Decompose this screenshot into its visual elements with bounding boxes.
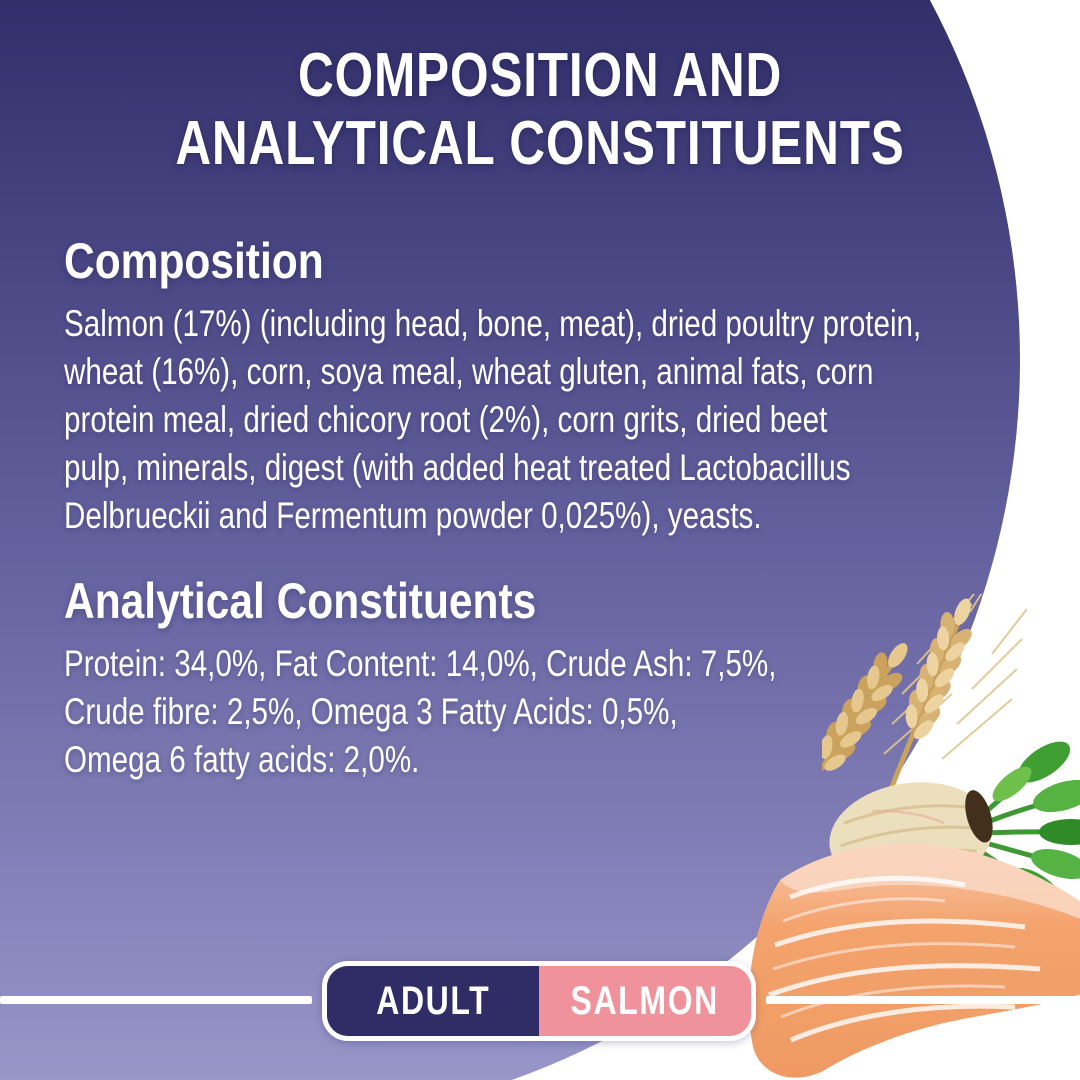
divider-line-right bbox=[766, 996, 1080, 1004]
salmon-fillet-icon bbox=[695, 835, 1080, 1080]
page-title-line2: ANALYTICAL CONSTITUENTS bbox=[175, 109, 905, 178]
composition-text-line: Delbrueckii and Fermentum powder 0,025%), yeasts. bbox=[64, 495, 762, 536]
variant-badge bbox=[322, 961, 756, 1041]
page-title bbox=[0, 42, 1080, 178]
composition-text-line: wheat (16%), corn, soya meal, wheat gluten, animal fats, corn bbox=[64, 351, 874, 392]
salmon-badge-label: SALMON bbox=[570, 978, 720, 1023]
analytical-heading: Analytical Constituents bbox=[64, 573, 537, 629]
composition-heading: Composition bbox=[64, 233, 324, 289]
composition-text-line: pulp, minerals, digest (with added heat treated Lactobacillus bbox=[64, 447, 851, 488]
analytical-text-line: Omega 6 fatty acids: 2,0%. bbox=[64, 739, 420, 780]
analytical-text-line: Protein: 34,0%, Fat Content: 14,0%, Crude Ash: 7,5%, bbox=[64, 643, 777, 684]
adult-badge-label: ADULT bbox=[375, 978, 491, 1023]
analytical-text-line: Crude fibre: 2,5%, Omega 3 Fatty Acids: 0,5%, bbox=[64, 691, 678, 732]
composition-text bbox=[64, 300, 1080, 540]
divider-line-left bbox=[0, 996, 312, 1004]
composition-text-line: protein meal, dried chicory root (2%), corn grits, dried beet bbox=[64, 399, 828, 440]
analytical-text bbox=[64, 640, 955, 784]
page-title-line1: COMPOSITION AND bbox=[297, 41, 783, 110]
adult-badge bbox=[327, 966, 539, 1036]
composition-text-line: Salmon (17%) (including head, bone, meat), dried poultry protein, bbox=[64, 303, 922, 344]
salmon-badge bbox=[539, 966, 751, 1036]
